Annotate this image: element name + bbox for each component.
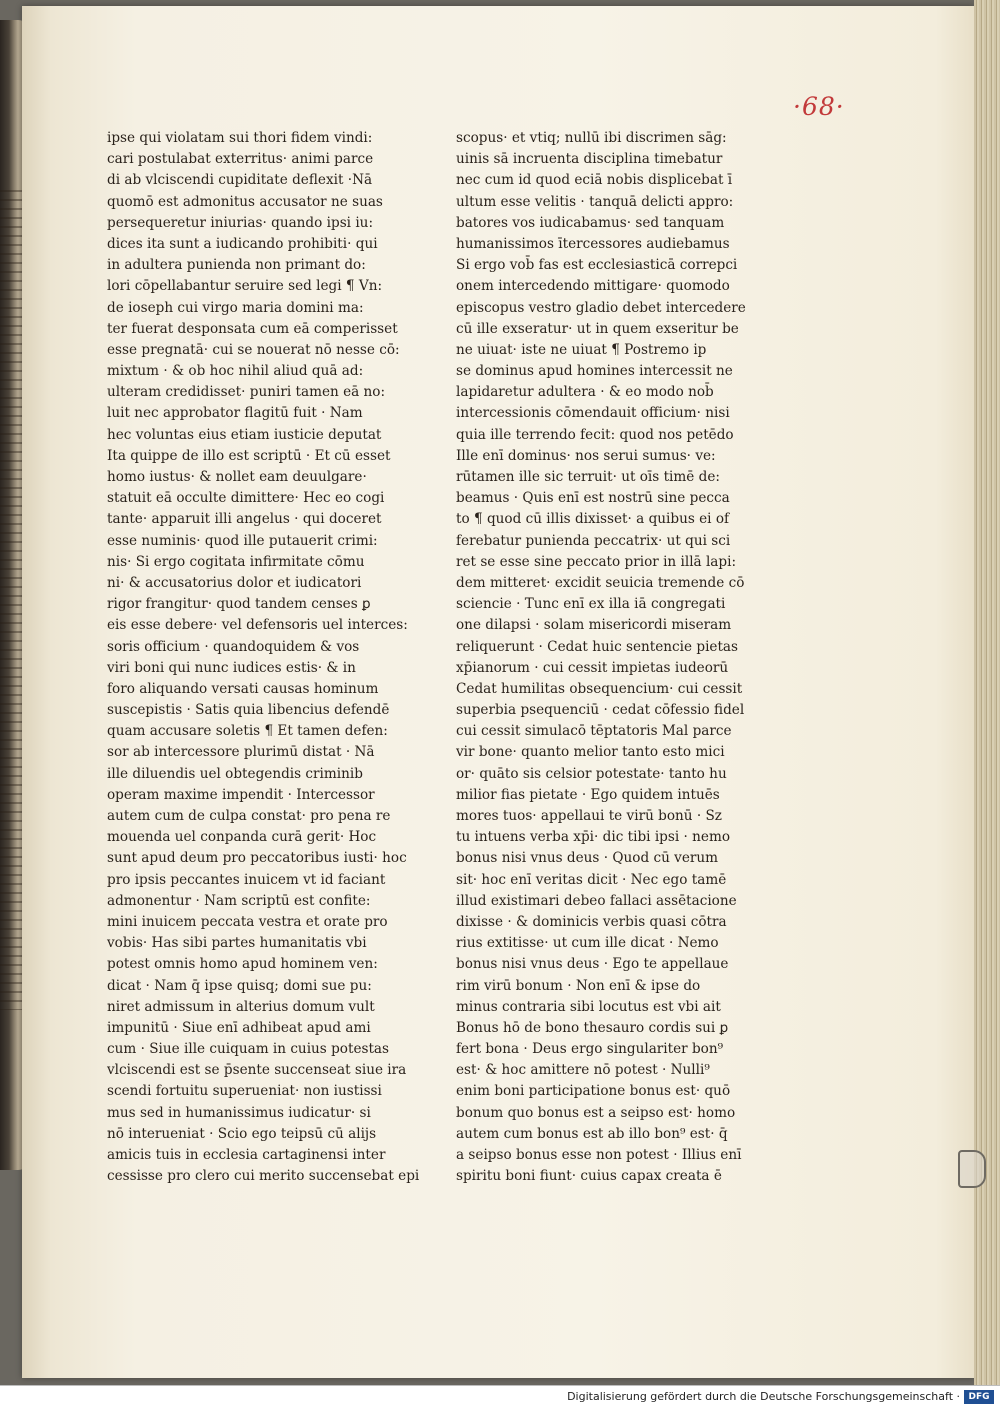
text-line: dices ita sunt a iudicando prohibiti· qui (107, 235, 378, 252)
dfg-logo: DFG (964, 1390, 994, 1404)
text-line: milior fias pietate · Ego quidem intuēs (456, 786, 720, 803)
text-line: superbia psequenciū · cedat cōfessio fidel (456, 702, 745, 719)
text-line: or· quāto sis celsior potestate· tanto hu (456, 765, 727, 782)
text-line: vlciscendi est se p̄sente succenseat siue ira (107, 1062, 407, 1079)
text-line: sit· hoc enī veritas dicit · Nec ego tamē (456, 871, 727, 888)
text-line: ter fuerat desponsata cum eā comperisset (107, 320, 398, 337)
text-line: bonus nisi vnus deus · Quod cū verum (456, 850, 719, 867)
text-line: luit nec approbator flagitū fuit · Nam (107, 405, 363, 422)
text-line: cessisse pro clero cui merito succensebat epi (107, 1168, 420, 1185)
text-line: tu intuens verba xp̄i· dic tibi ipsi · nemo (456, 829, 731, 846)
right-text-column (456, 128, 746, 1187)
text-line: impunitū · Siue enī adhibeat apud ami (107, 1019, 371, 1036)
text-line: lori cōpellabantur seruire sed legi ¶ Vn: (107, 278, 383, 295)
text-line: a seipso bonus esse non potest · Illius enī (456, 1147, 742, 1163)
text-line: pro ipsis peccantes inuicem vt id faciant (107, 871, 386, 888)
funding-notice: Digitalisierung gefördert durch die Deutsche Forschungsgemeinschaft · (567, 1390, 960, 1403)
text-line: operam maxime impendit · Intercessor (107, 786, 375, 803)
text-line: Ita quippe de illo est scriptū · Et cū esset (107, 447, 391, 464)
text-line: beamus · Quis enī est nostrū sine pecca (456, 490, 730, 507)
text-line: cū ille exseratur· ut in quem exseritur be (456, 320, 739, 337)
text-line: ne uiuat· iste ne uiuat ¶ Postremo ip (456, 341, 707, 358)
text-line: humanissimos ītercessores audiebamus (456, 235, 730, 252)
text-line: rim virū bonum · Non enī & ipse do (456, 977, 701, 994)
text-line: ultum esse velitis · tanquā delicti appro: (456, 193, 734, 210)
text-line: autem cum bonus est ab illo bon⁹ est· q̄ (456, 1125, 728, 1142)
text-line: mus sed in humanissimus iudicatur· si (107, 1104, 371, 1121)
text-line: se dominus apud homines intercessit ne (456, 363, 733, 380)
text-line: Ille enī dominus· nos serui sumus· ve: (456, 447, 716, 464)
text-line: onem intercedendo mittigare· quomodo (456, 278, 730, 295)
text-line: reliquerunt · Cedat huic sentencie pietas (456, 638, 739, 655)
text-line: Si ergo vob̄ fas est ecclesiasticā correpci (456, 257, 738, 274)
text-line: minus contraria sibi locutus est vbi ait (456, 998, 721, 1015)
text-line: ille diluendis uel obtegendis criminib (107, 765, 363, 782)
text-line: cari postulabat exterritus· animi parce (107, 151, 374, 168)
text-line: scendi fortuitu superueniat· non iustissi (107, 1083, 382, 1100)
text-line: nō interueniat · Scio ego teipsū cū alijs (107, 1125, 377, 1142)
text-line: eis esse debere· vel defensoris uel interces: (107, 617, 408, 634)
text-line: sor ab intercessore plurimū distat · Nā (107, 744, 375, 761)
text-line: foro aliquando versati causas hominum (107, 680, 379, 697)
text-line: nec cum id quod eciā nobis displicebat ī (456, 172, 733, 189)
text-line: ret se esse sine peccato prior in illā lapi: (456, 553, 737, 570)
text-line: cui cessit simulacō tēptatoris Mal parce (456, 723, 732, 740)
text-line: admonentur · Nam scriptū est confite: (107, 892, 371, 909)
text-line: xp̄ianorum · cui cessit impietas iudeorū (456, 659, 729, 676)
page-clip (958, 1150, 986, 1188)
text-line: illud existimari debeo fallaci assētacione (456, 892, 737, 909)
text-line: mores tuos· appellaui te virū bonū · Sz (456, 808, 722, 824)
text-line: de ioseph cui virgo maria domini ma: (107, 299, 364, 316)
text-line: one dilapsi · solam misericordi miseram (456, 617, 732, 634)
text-line: lapidaretur adultera · & eo modo nob̄ (456, 384, 714, 401)
text-line: intercessionis cōmendauit officium· nisi (456, 405, 730, 422)
text-line: vobis· Has sibi partes humanitatis vbi (107, 935, 367, 952)
text-line: ipse qui violatam sui thori fidem vindi: (107, 130, 373, 146)
text-line: persequeretur iniurias· quando ipsi iu: (107, 214, 374, 231)
text-line: homo iustus· & nollet eam deuulgare· (107, 469, 367, 485)
text-line: bonus nisi vnus deus · Ego te appellaue (456, 956, 729, 973)
text-line: vir bone· quanto melior tanto esto mici (456, 744, 725, 761)
text-line: to ¶ quod cū illis dixisset· a quibus ei of (456, 511, 730, 528)
text-line: tante· apparuit illi angelus · qui doceret (107, 511, 382, 528)
text-line: soris officium · quandoquidem & vos (107, 638, 360, 655)
text-line: mini inuicem peccata vestra et orate pro (107, 913, 388, 930)
text-line: spiritu boni fiunt· cuius capax creata ē (456, 1168, 722, 1185)
text-line: niret admissum in alterius domum vult (107, 998, 375, 1015)
text-line: ulteram credidisset· puniri tamen eā no: (107, 384, 386, 401)
text-line: fert bona · Deus ergo singulariter bon⁹ (456, 1041, 724, 1058)
text-line: uinis sā incruenta disciplina timebatur (456, 151, 723, 168)
text-line: quia ille terrendo fecit: quod nos petēdo (456, 426, 734, 443)
text-line: episcopus vestro gladio debet intercedere (456, 299, 746, 316)
text-line: dem mitteret· excidit seuicia tremende cō (456, 574, 745, 591)
footer-bar (0, 1385, 1000, 1409)
text-line: batores vos iudicabamus· sed tanquam (456, 214, 725, 231)
text-line: rūtamen ille sic terruit· ut oīs timē de: (456, 469, 720, 485)
text-line: statuit eā occulte dimittere· Hec eo cogi (107, 490, 385, 507)
text-line: dicat · Nam q̄ ipse quisq; domi sue pu: (107, 977, 372, 994)
text-line: dixisse · & dominicis verbis quasi cōtra (456, 913, 727, 930)
text-line: suscepistis · Satis quia libencius defendē (107, 702, 390, 719)
text-line: in adultera punienda non primant do: (107, 257, 366, 274)
text-line: enim boni participatione bonus est· quō (456, 1083, 731, 1100)
text-line: potest omnis homo apud hominem ven: (107, 956, 378, 973)
text-line: bonum quo bonus est a seipso est· homo (456, 1104, 736, 1121)
text-line: hec voluntas eius etiam iusticie deputat (107, 426, 382, 443)
text-line: ferebatur punienda peccatrix· ut qui sci (456, 532, 731, 549)
text-line: sciencie · Tunc enī ex illa iā congregati (456, 596, 726, 613)
text-line: sunt apud deum pro peccatoribus iusti· hoc (107, 850, 407, 867)
text-line: esse numinis· quod ille putauerit crimi: (107, 532, 378, 549)
text-line: est· & hoc amittere nō potest · Nulli⁹ (456, 1062, 710, 1079)
text-line: viri boni qui nunc iudices estis· & in (107, 659, 356, 676)
text-line: amicis tuis in ecclesia cartaginensi inter (107, 1147, 386, 1163)
text-line: ni· & accusatorius dolor et iudicatori (107, 574, 362, 591)
text-line: di ab vlciscendi cupiditate deflexit ·Nā (107, 172, 373, 189)
folio-number: ·68· (793, 92, 845, 121)
text-line: rius extitisse· ut cum ille dicat · Nemo (456, 935, 719, 952)
text-line: Cedat humilitas obsequencium· cui cessit (456, 680, 743, 697)
left-text-column (107, 128, 420, 1187)
text-line: autem cum de culpa constat· pro pena re (107, 808, 391, 824)
text-line: scopus· et vtiq; nullū ibi discrimen sāg: (456, 130, 727, 146)
text-line: nis· Si ergo cogitata infirmitate cōmu (107, 553, 365, 570)
text-line: mouenda uel conpanda curā gerit· Hoc (107, 829, 377, 846)
text-line: mixtum · & ob hoc nihil aliud quā ad: (107, 363, 364, 380)
text-line: rigor frangitur· quod tandem censes ꝑ (107, 596, 371, 613)
text-line: esse pregnatā· cui se nouerat nō nesse cō: (107, 341, 400, 358)
text-line: quomō est admonitus accusator ne suas (107, 193, 383, 210)
text-line: Bonus hō de bono thesauro cordis sui ꝑ (456, 1019, 729, 1036)
text-line: quam accusare soletis ¶ Et tamen defen: (107, 723, 388, 740)
text-line: cum · Siue ille cuiquam in cuius potestas (107, 1041, 390, 1058)
